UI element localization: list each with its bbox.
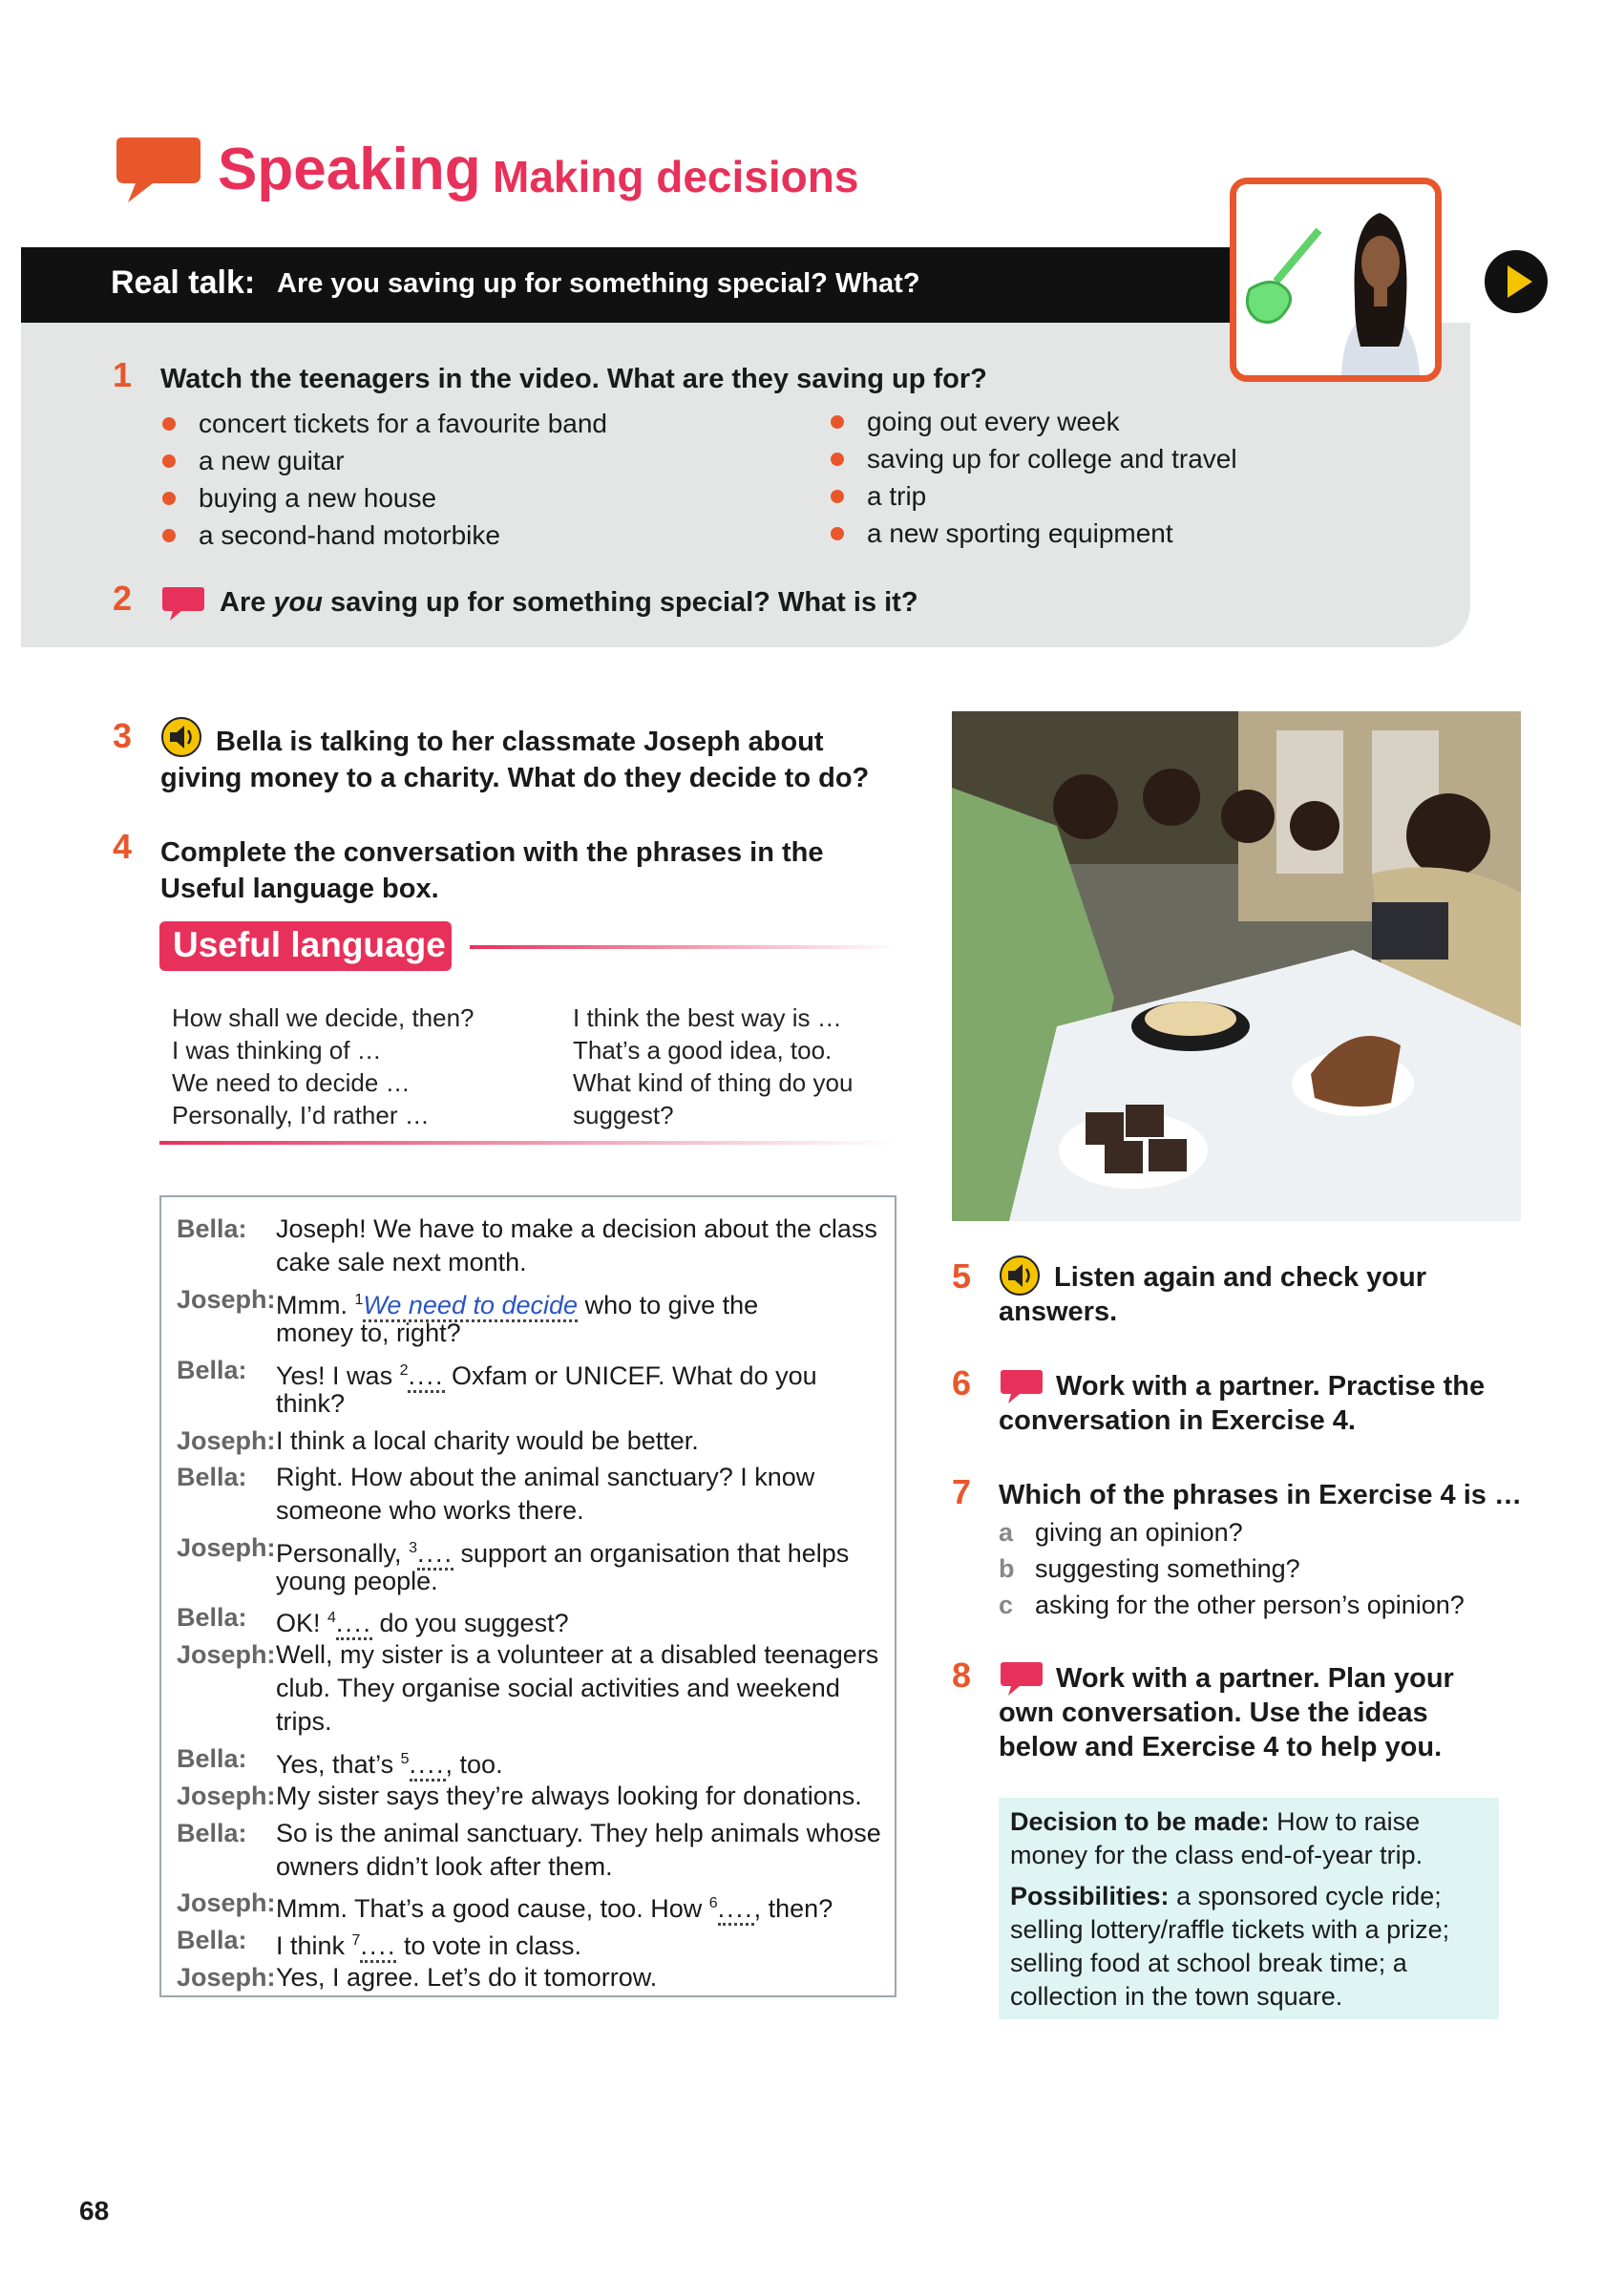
- page-number: 68: [79, 2196, 110, 2225]
- phrase: What kind of thing do you: [573, 1068, 854, 1097]
- speech-bubble-icon: [999, 1659, 1044, 1698]
- exercise-6-number: 6: [952, 1363, 972, 1403]
- dialogue-box: Bella: Joseph! We have to make a decision about the class cake sale next month. Joseph: Mmm. $^1$We need to decide who to give the money to, right? Bella: Yes! I was $^2$.... Oxfam or UNICEF. What do you think? Joseph: I think a local charity would be better. Bella: Right. How about the animal sanctuary? I know someone who works there. Joseph: Personally, $^3$.... support an organisation that helps young people. Bella: OK! $^4$.... do you suggest? Joseph: Well, my sister is a volunteer at a disabled teenagers club. They organise social activities and weekend trips. Bella: Yes, that’s $^5$...., too. Joseph: My sister says they’re always looking for donations. Bella: So is the animal sanctuary. They help animals whose owners didn’t look after them. Joseph: Mmm. That’s a good cause, too. How $^6$...., then? Bella: I think $^7$.... to vote in class. Joseph: Yes, I agree. Let’s do it tomorrow.: [159, 1195, 896, 1997]
- phrase: I was thinking of …: [172, 1036, 382, 1065]
- answer-gap[interactable]: ....: [718, 1894, 754, 1926]
- option-c: c asking for the other person’s opinion?: [999, 1591, 1465, 1619]
- useful-language-col-2: [573, 1002, 897, 1131]
- answer-gap[interactable]: ....: [336, 1609, 372, 1640]
- real-talk-bar: [21, 247, 1234, 323]
- audio-icon[interactable]: [999, 1255, 1041, 1297]
- list-item: buying a new house: [158, 479, 693, 517]
- possibilities-line: collection in the town square.: [1010, 1982, 1343, 2011]
- exercise-8-number: 8: [952, 1656, 972, 1695]
- audio-icon[interactable]: [160, 716, 202, 758]
- exercise-5-line-1: Listen again and check your: [1054, 1262, 1426, 1293]
- exercise-5-number: 5: [952, 1256, 972, 1296]
- useful-language-col-1: [172, 1002, 554, 1131]
- exercise-4-line-1: Complete the conversation with the phrases in the: [160, 837, 824, 868]
- exercise-5-line-2: answers.: [999, 1297, 1118, 1327]
- exercise-4-line-2: Useful language box.: [160, 874, 439, 904]
- decision-box: [999, 1798, 1499, 2019]
- real-talk-label: Real talk:: [111, 264, 256, 301]
- useful-language-heading: Useful language: [159, 921, 452, 971]
- exercise-4-number: 4: [113, 827, 133, 866]
- phrase: I think the best way is …: [573, 1003, 842, 1032]
- exercise-2-number: 2: [113, 579, 133, 618]
- exercise-6-line-2: conversation in Exercise 4.: [999, 1405, 1356, 1436]
- answer-gap[interactable]: ....: [360, 1931, 396, 1963]
- video-thumbnail[interactable]: [1230, 178, 1442, 382]
- phrase: suggest?: [573, 1101, 674, 1129]
- possibilities-line: selling lottery/raffle tickets with a prize;: [1010, 1915, 1450, 1944]
- exercise-7-instruction: Which of the phrases in Exercise 4 is …: [999, 1480, 1522, 1510]
- speech-bubble-icon: [999, 1367, 1044, 1405]
- list-item: a new guitar: [158, 442, 693, 479]
- list-item: a trip: [827, 477, 1361, 515]
- phrase: How shall we decide, then?: [172, 1003, 475, 1032]
- exercise-8-line-3: below and Exercise 4 to help you.: [999, 1732, 1443, 1762]
- option-a: a giving an opinion?: [999, 1518, 1243, 1547]
- exercise-6-line-1: Work with a partner. Practise the: [1056, 1371, 1486, 1402]
- exercise-1-list-left: [158, 405, 693, 554]
- exercise-8-line-1: Work with a partner. Plan your: [1056, 1663, 1454, 1694]
- charity-cake-sale-photo: [952, 711, 1521, 1221]
- decision-line: Decision to be made: How to raise: [1010, 1807, 1421, 1836]
- phrase: We need to decide …: [172, 1068, 411, 1097]
- list-item: concert tickets for a favourite band: [158, 405, 693, 442]
- page-title: Speaking: [218, 137, 481, 202]
- decision-line: money for the class end-of-year trip.: [1010, 1841, 1424, 1869]
- phrase: Personally, I’d rather …: [172, 1101, 430, 1129]
- exercise-7-number: 7: [952, 1472, 972, 1511]
- exercise-1-number: 1: [113, 355, 133, 394]
- answer-gap[interactable]: ....: [410, 1750, 446, 1782]
- list-item: a new sporting equipment: [827, 515, 1361, 552]
- page-subtitle: Making decisions: [493, 152, 859, 201]
- exercise-3-line-2: giving money to a charity. What do they decide to do?: [160, 763, 870, 793]
- play-button[interactable]: [1481, 246, 1551, 317]
- play-icon: [1485, 250, 1548, 313]
- exercise-3-line-1: Bella is talking to her classmate Joseph about: [216, 727, 824, 757]
- video-still: [1236, 184, 1435, 375]
- exercise-8-line-2: own conversation. Use the ideas: [999, 1698, 1428, 1728]
- possibilities-line: Possibilities: a sponsored cycle ride;: [1010, 1882, 1442, 1910]
- exercise-1-list-right: [827, 403, 1361, 552]
- list-item: a second-hand motorbike: [158, 517, 693, 554]
- divider: [470, 945, 897, 949]
- possibilities-line: selling food at school break time; a: [1010, 1949, 1407, 1977]
- list-item: saving up for college and travel: [827, 440, 1361, 477]
- answer-gap[interactable]: ....: [417, 1539, 453, 1571]
- speech-bubble-icon: [115, 134, 202, 206]
- real-talk-question: Are you saving up for something special? What?: [277, 268, 920, 299]
- exercise-2-instruction: Are you saving up for something special? What is it?: [220, 587, 918, 618]
- exercise-3-number: 3: [113, 716, 133, 755]
- phrase: That’s a good idea, too.: [573, 1036, 833, 1065]
- speech-bubble-icon: [160, 584, 206, 622]
- answer-example: We need to decide: [363, 1291, 578, 1322]
- exercise-1-instruction: Watch the teenagers in the video. What are they saving up for?: [160, 364, 987, 394]
- answer-gap[interactable]: ....: [408, 1361, 444, 1393]
- exercise-7-options: [999, 1514, 1465, 1623]
- list-item: going out every week: [827, 403, 1361, 440]
- option-b: b suggesting something?: [999, 1554, 1300, 1583]
- divider: [159, 1141, 897, 1145]
